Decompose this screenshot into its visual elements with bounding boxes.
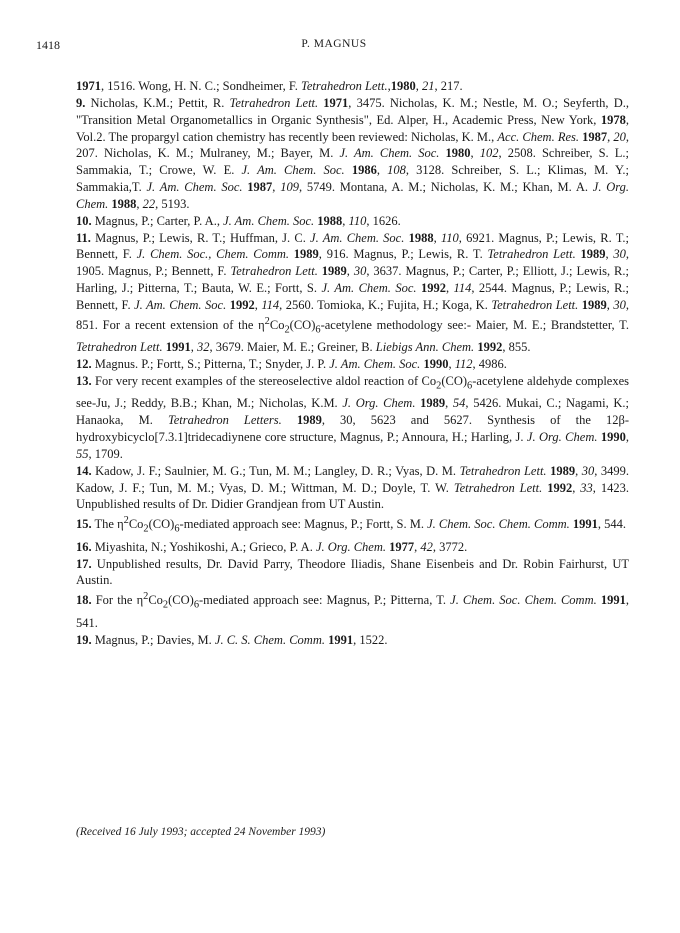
reference-8-continuation: 1971, 1516. Wong, H. N. C.; Sondheimer, F. Tetrahedron Lett.,1980, 21, 217. — [76, 79, 463, 93]
reference-9: 9. Nicholas, K.M.; Pettit, R. Tetrahedron Lett. 1971, 3475. Nicholas, K. M.; Nestle, M. O.; Seyferth, D., "Transition Metal Organometallics in Organic Synthesis", Ed. Alper, H., Academic Press, New York, 1978, Vol.2. The propargyl cation chemistry has recently been reviewed: Nicholas, K. M., Acc. Chem. Res. 1987, 20, 207. Nicholas, K. M.; Mulraney, M.; Bayer, M. J. Am. Chem. Soc. 1980, 102, 2508. Schreiber, S. L.; Sammakia, T.; Crowe, W. E. J. Am. Chem. Soc. 1986, 108, 3128. Schreiber, S. L.; Klimas, M. Y.; Sammakia,T. J. Am. Chem. Soc. 1987, 109, 5749. Montana, A. M.; Nicholas, K. M.; Khan, M. A. J. Org. Chem. 1988, 22, 5193. — [76, 95, 630, 211]
reference-15: 15. The $\eta^2Co_2(CO)_6$-mediated approach see: Magnus, P.; Fortt, S. M. J. Chem. Soc. Chem. Comm. 1991, 544. — [76, 515, 627, 535]
reference-16: 16. Miyashita, N.; Yoshikoshi, A.; Grieco, P. A. J. Org. Chem. 1977, 42, 3772. — [76, 539, 468, 554]
reference-12: 12. Magnus. P.; Fortt, S.; Pitterna, T.; Snyder, J. P. J. Am. Chem. Soc. 1990, 112, 4986. — [76, 357, 507, 372]
reference-list — [76, 78, 629, 648]
received-accepted-dates: (Received 16 July 1993; accepted 24 November 1993) — [76, 826, 326, 838]
reference-14: 14. Kadow, J. F.; Saulnier, M. G.; Tun, M. M.; Langley, D. R.; Vyas, D. M. Tetrahedron Lett. 1989, 30, 3499. Kadow, J. F.; Tun, M. M.; Vyas, D. M.; Wittman, M. D.; Doyle, T. W. Tetrahedron Lett. 1992, 33, 1423. Unpublished results of Dr. Didier Grandjean from UT Austin. — [76, 463, 630, 512]
reference-17: 17. Unpublished results, Dr. David Parry, Theodore Iliadis, Shane Eisenbeis and Dr. Robin Fairhurst, UT Austin. — [76, 556, 629, 588]
reference-13: 13. For very recent examples of the stereoselective aldol reaction of $Co_2(CO)_6$-acetylene aldehyde complexes see-Ju, J.; Reddy, B.B.; Khan, M.; Nicholas, K.M. J. Org. Chem. 1989, 54, 5426. Mukai, C.; Nagami, K.; Hanaoka, M. Tetrahedron Letters. 1989, 30, 5623 and 5627. Synthesis of the 12β-hydroxybicyclo[7.3.1]tridecadiynene core structure, Magnus, P.; Annoura, H.; Harling, J. J. Org. Chem. 1990, 55, 1709. — [76, 374, 630, 461]
page-header — [36, 38, 632, 54]
page-number: 1418 — [36, 38, 60, 52]
reference-10: 10. Magnus, P.; Carter, P. A., J. Am. Chem. Soc. 1988, 110, 1626. — [76, 213, 401, 228]
reference-11: 11. Magnus, P.; Lewis, R. T.; Huffman, J. C. J. Am. Chem. Soc. 1988, 110, 6921. Magnus, P.; Lewis, R. T.; Bennett, F. J. Chem. Soc., Chem. Comm. 1989, 916. Magnus, P.; Lewis, R. T. Tetrahedron Lett. 1989, 30, 1905. Magnus, P.; Bennett, F. Tetrahedron Lett. 1989, 30, 3637. Magnus, P.; Carter, P.; Elliott, J.; Lewis, R.; Harling, J.; Pitterna, T.; Bauta, W. E.; Fortt, S. J. Am. Chem. Soc. 1992, 114, 2544. Magnus, P.; Lewis, R.; Bennett, F. J. Am. Chem. Soc. 1992, 114, 2560. Tomioka, K.; Fujita, H.; Koga, K. Tetrahedron Lett. 1989, 30, 851. For a recent extension of the $\eta^2Co_2(CO)_6$-acetylene methodology see:- Maier, M. E.; Brandstetter, T. Tetrahedron Lett. 1991, 32, 3679. Maier, M. E.; Greiner, B. Liebigs Ann. Chem. 1992, 855. — [76, 230, 630, 355]
reference-18: 18. For the $\eta^2Co_2(CO)_6$-mediated approach see: Magnus, P.; Pitterna, T. J. Chem. Soc. Chem. Comm. 1991, 541. — [76, 591, 629, 630]
reference-19: 19. Magnus, P.; Davies, M. J. C. S. Chem. Comm. 1991, 1522. — [76, 632, 388, 647]
running-head: P. MAGNUS — [301, 38, 367, 50]
